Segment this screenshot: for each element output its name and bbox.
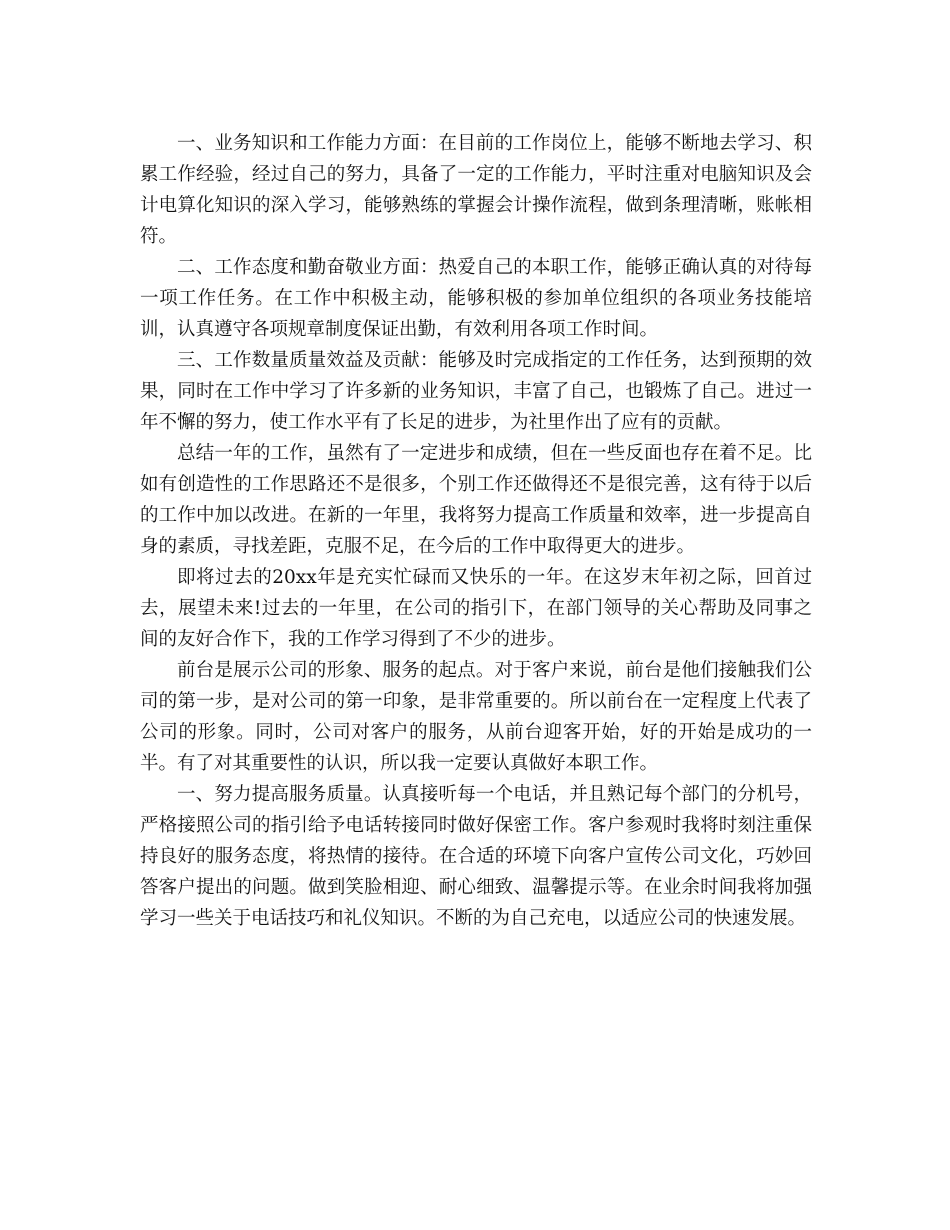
document-body bbox=[140, 128, 812, 934]
paragraph-work-quality: 三、工作数量质量效益及贡献：能够及时完成指定的工作任务，达到预期的效果，同时在工作中学习了许多新的业务知识，丰富了自己，也锻炼了自己。进过一年不懈的努力，使工作水平有了长足的进步，为社里作出了应有的贡献。 bbox=[140, 350, 812, 433]
paragraph-service-quality: 一、努力提高服务质量。认真接听每一个电话，并且熟记每个部门的分机号，严格接照公司的指引给予电话转接同时做好保密工作。客户参观时我将时刻注重保持良好的服务态度，将热情的接待。在合适的环境下向客户宣传公司文化，巧妙回答客户提出的问题。做到笑脸相迎、耐心细致、温馨提示等。在业余时间我将加强学习一些关于电话技巧和礼仪知识。不断的为自己充电，以适应公司的快速发展。 bbox=[140, 784, 812, 929]
paragraph-business-knowledge: 一、业务知识和工作能力方面：在目前的工作岗位上，能够不断地去学习、积累工作经验，经过自己的努力，具备了一定的工作能力，平时注重对电脑知识及会计电算化知识的深入学习，能够熟练的掌握会计操作流程，做到条理清晰，账帐相符。 bbox=[140, 133, 812, 247]
paragraph-year-summary: 总结一年的工作，虽然有了一定进步和成绩，但在一些反面也存在着不足。比如有创造性的工作思路还不是很多，个别工作还做得还不是很完善，这有待于以后的工作中加以改进。在新的一年里，我将努力提高工作质量和效率，进一步提高自身的素质，寻找差距，克服不足，在今后的工作中取得更大的进步。 bbox=[140, 443, 812, 557]
paragraph-year-review: 即将过去的20xx年是充实忙碌而又快乐的一年。在这岁末年初之际，回首过去，展望未来!过去的一年里，在公司的指引下，在部门领导的关心帮助及同事之间的友好合作下，我的工作学习得到了不少的进步。 bbox=[140, 567, 812, 650]
paragraph-work-attitude: 二、工作态度和勤奋敬业方面：热爱自己的本职工作，能够正确认真的对待每一项工作任务。在工作中积极主动，能够积极的参加单位组织的各项业务技能培训，认真遵守各项规章制度保证出勤，有效利用各项工作时间。 bbox=[140, 257, 812, 340]
paragraph-front-desk: 前台是展示公司的形象、服务的起点。对于客户来说，前台是他们接触我们公司的第一步，是对公司的第一印象，是非常重要的。所以前台在一定程度上代表了公司的形象。同时，公司对客户的服务，从前台迎客开始，好的开始是成功的一半。有了对其重要性的认识，所以我一定要认真做好本职工作。 bbox=[140, 660, 812, 774]
